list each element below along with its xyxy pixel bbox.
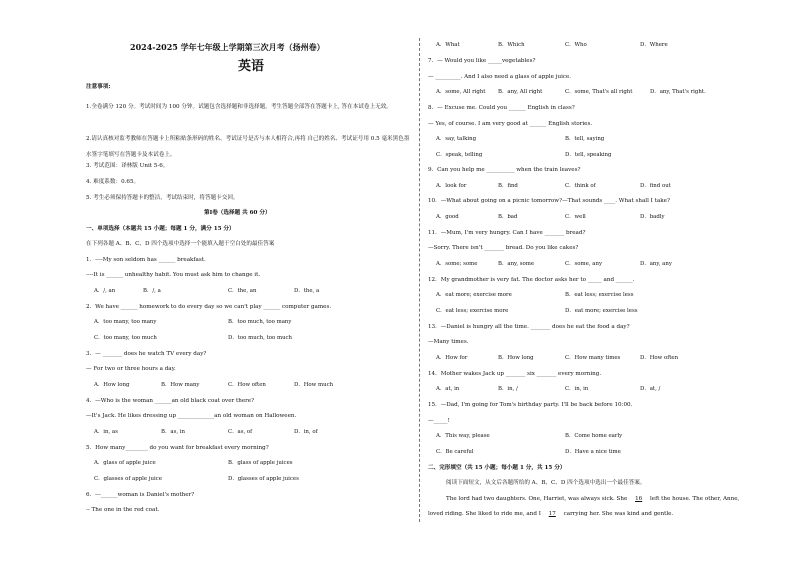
q9-option-b: B．find: [498, 183, 518, 189]
passage-text: carrying her. She was kind and gentle.: [563, 511, 674, 517]
notice-item-4: 4. 难度系数：0.65。: [86, 179, 140, 185]
q6-stem: 6．---______woman is Daniel's mother?: [86, 492, 195, 498]
column-divider: [419, 38, 420, 522]
q4-stem-2: —It's Jack. He likes dressing up _____________an old woman on Halloween.: [86, 413, 297, 419]
q6-option-a: A．What: [436, 42, 460, 48]
passage-line-2: [428, 510, 673, 518]
q4-option-a: A．in, as: [94, 429, 118, 435]
q9-option-c: C．think of: [565, 183, 596, 189]
q6-option-c: C．Who: [565, 42, 587, 48]
q6-option-d: D．Where: [640, 42, 668, 48]
q15-option-a: A．This way, please: [436, 433, 490, 439]
q8-stem-2: — Yes, of course. I am very good at ______ English stories.: [428, 121, 593, 127]
q5-option-d: D．glasses of apple juices: [228, 476, 299, 482]
q9-stem: 9．Can you help me __________ when the train leaves?: [428, 167, 581, 173]
q3-option-d: D．How much: [294, 382, 334, 388]
q6-stem-2: -- The one in the red coat.: [86, 507, 160, 513]
q10-option-a: A．good: [436, 214, 459, 220]
q10-option-c: C．well: [565, 214, 586, 220]
q11-option-b: B．any, some: [498, 261, 535, 267]
q3-option-a: A．How long: [94, 382, 130, 388]
part-2-heading: 二、完形填空（共 15 小题；每小题 1 分，共 15 分）: [428, 465, 566, 471]
q7-stem-2: — _________. And I also need a glass of apple juice.: [428, 74, 572, 80]
q7-stem: 7．— Would you like _____vegetables?: [428, 58, 536, 64]
q5-option-a: A．glass of apple juice: [94, 460, 156, 466]
part-1-heading: 一、单项选择（本题共 15 小题；每题 1 分，满分 15 分）: [86, 226, 235, 232]
q11-stem: 11．—Mum, I'm very hungry. Can I have _______ bread?: [428, 230, 586, 236]
q5-stem: 5．How many________ do you want for breakfast every morning?: [86, 445, 269, 451]
q12-option-c: C．eat less; exercise more: [436, 308, 509, 314]
q14-option-a: A．at, in: [436, 386, 460, 392]
q3-stem: 3．— _______ does he watch TV every day?: [86, 351, 207, 357]
q11-option-d: D．any, any: [640, 261, 672, 267]
q12-option-b: B．eat less; exercise less: [565, 292, 634, 298]
q4-stem: 4．—Who is the woman ______an old black coat over there?: [86, 398, 255, 404]
q2-option-c: C．too many, too much: [94, 335, 157, 341]
q1-stem-2: ----It is ______ unhealthy habit. You must ask him to change it.: [86, 272, 261, 278]
q11-stem-2: —Sorry. There isn't _______ bread. Do you like cakes?: [428, 245, 579, 251]
q8-option-c: C．speak, telling: [436, 152, 483, 158]
q15-option-b: B．Come home early: [565, 433, 623, 439]
subject-title: 英语: [238, 59, 265, 74]
q2-option-d: D．too much, too much: [228, 335, 293, 341]
q9-option-a: A．look for: [436, 183, 467, 189]
q2-option-b: B．too much, too many: [228, 319, 292, 325]
q5-option-c: C．glasses of apple juice: [94, 476, 162, 482]
q7-option-b: B．any, All right: [498, 89, 543, 95]
q13-stem: 13．—Daniel is hungry all the time. _______ does he eat the food a day?: [428, 324, 630, 330]
q4-option-b: B．as, in: [161, 429, 185, 435]
q8-stem: 8．— Excuse me. Could you ______ English in class?: [428, 105, 575, 111]
q13-option-c: C．How many times: [565, 355, 621, 361]
notice-item-1: 1.全卷满分 120 分。考试时间为 100 分钟。试题包含选择题和非选择题。考生答题全部答在答题卡上, 答在本试卷上无效。: [86, 104, 392, 110]
q11-option-c: C．some, any: [565, 261, 602, 267]
q10-option-b: B．bad: [498, 214, 518, 220]
q1-option-a: A．/, an: [94, 288, 116, 294]
q1-option-b: B．/, a: [143, 288, 161, 294]
q1-stem: 1．----My son seldom has ______ breakfast.: [86, 257, 206, 263]
q3-option-b: B．How many: [161, 382, 200, 388]
passage-text: The lord had two daughters. One, Harriet, was always sick. She: [446, 496, 628, 502]
q14-option-b: B．in, /: [498, 386, 518, 392]
q6-option-b: B．Which: [498, 42, 525, 48]
blank-16: 16: [635, 496, 643, 502]
q7-option-d: D．any, That's right.: [650, 89, 706, 95]
q8-option-a: A．say, talking: [436, 136, 477, 142]
q14-option-d: D．at, /: [640, 386, 661, 392]
q1-option-c: C．the, an: [228, 288, 257, 294]
q13-option-a: A．How for: [436, 355, 468, 361]
q7-option-a: A．some, All right: [436, 89, 486, 95]
blank-17: 17: [548, 511, 556, 517]
q2-stem: 2．We have ______ homework to do every day so we can't play ______ computer games.: [86, 304, 332, 310]
notice-item-5: 5. 考生必须保持答题卡的整洁，考试结束时，将答题卡交回。: [86, 195, 239, 201]
q9-option-d: D．find out: [640, 183, 671, 189]
q10-stem: 10．—What about going on a picnic tomorrow?—That sounds ____. What shall I take?: [428, 198, 670, 204]
q12-stem: 12．My grandmother is very fat. The doctor asks her to _____ and ______.: [428, 277, 635, 283]
q5-option-b: B．glass of apple juices: [228, 460, 293, 466]
q15-stem: 15．—Dad, I'm going for Tom's birthday party. I'll be back before 10:00.: [428, 402, 633, 408]
passage-text: left the house. The other, Anne,: [649, 496, 740, 502]
q14-stem: 14．Mother wakes Jack up _______ six _______ every morning.: [428, 371, 602, 377]
exam-title: 2024-2025 学年七年级上学期第三次月考（扬州卷）: [130, 42, 325, 52]
q4-option-d: D．in, of: [294, 429, 318, 435]
q3-option-c: C．How often: [228, 382, 266, 388]
q13-option-b: B．How long: [498, 355, 534, 361]
q10-option-d: D．badly: [640, 214, 665, 220]
q4-option-c: C．as, of: [228, 429, 253, 435]
q14-option-c: C．in, in: [565, 386, 589, 392]
q13-option-d: D．How often: [640, 355, 679, 361]
notice-item-2: 2.请认真核对监考教师在答题卡上所粘贴条形码的姓名、考试证号是否与本人相符合,再将 自己的姓名、考试证号用 0.5 毫米黑色墨水签字笔填写在答题卡及本试卷上。: [86, 136, 410, 158]
q15-stem-2: —_____!: [428, 418, 450, 424]
q3-stem-2: — For two or three hours a day.: [86, 366, 176, 372]
q1-option-d: D．the, a: [294, 288, 320, 294]
passage-line-1: [446, 495, 739, 503]
q7-option-c: C．some, That's all right: [565, 89, 633, 95]
q2-option-a: A．too many, too many: [94, 319, 157, 325]
notice-heading: 注意事项:: [86, 84, 111, 90]
passage-text: loved riding. She liked to ride me, and I: [428, 511, 541, 517]
q8-option-d: D．tell, speaking: [565, 152, 612, 158]
section-1-heading: 第Ⅰ卷（选择题 共 60 分）: [204, 210, 271, 216]
q11-option-a: A．some; some: [436, 261, 478, 267]
q12-option-a: A．eat more; exercise more: [436, 292, 512, 298]
part-2-instruction: 阅读下面短文，从文后各题所给的 A、B、C、D 四个选项中选出一个最佳答案。: [446, 480, 646, 486]
q12-option-d: D．eat more; exercise less: [565, 308, 638, 314]
q13-stem-2: —Many times.: [428, 339, 469, 345]
part-1-instruction: 在下列各题 A、B、C、D 四个选项中选择一个能填入题干空白处的最佳答案: [86, 241, 275, 247]
q15-option-c: C．Be careful: [436, 449, 474, 455]
q15-option-d: D．Have a nice time: [565, 449, 621, 455]
q8-option-b: B．tell, saying: [565, 136, 605, 142]
notice-item-3: 3. 考试范围：译林版 Unit 5-6。: [86, 163, 169, 169]
